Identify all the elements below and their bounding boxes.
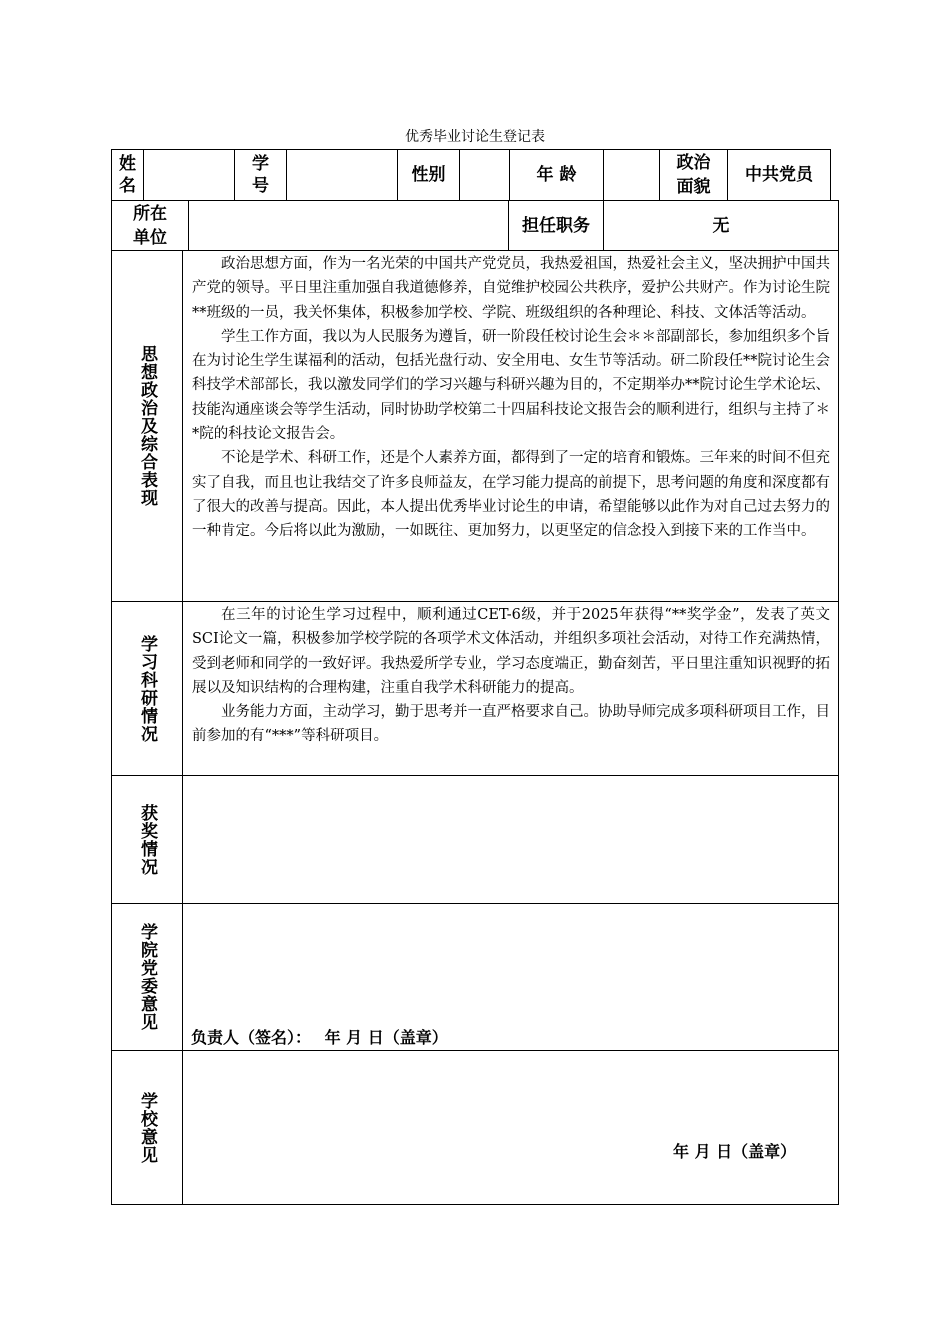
gender-label: 性别 — [397, 149, 460, 201]
political-status-label: 政治 面貌 — [659, 149, 728, 201]
study-paragraph: 在三年的讨论生学习过程中，顺利通过CET-6级，并于2025年获得“**奖学金”，发表了英文SCI论文一篇，积极参加学校学院的各项学术文体活动，并组织多项社会活动，对待工作充满热情，受到老师和同学的一致好评。我热爱所学专业，学习态度端正，勤奋刻苦，平日里注重知识视野的拓展以及知识结构的合理构建，注重自我学术科研能力的提高。 — [192, 607, 830, 696]
name-value[interactable] — [143, 149, 235, 201]
name-label: 姓 名 — [111, 149, 144, 201]
unit-value[interactable] — [188, 200, 509, 251]
gender-value[interactable] — [459, 149, 510, 201]
college-signature-line: 负责人（签名）： 年 月 日（盖章） — [191, 1028, 448, 1047]
political-paragraph: 不论是学术、科研工作，还是个人素养方面，都得到了一定的培育和锻炼。三年来的时间不但充实了自我，而且也让我结交了许多良师益友，在学习能力提高的前提下，思考问题的角度和深度都有了很大的改善与提高。因此，本人提出优秀毕业讨论生的申请，希望能够以此作为对自己过去努力的一种肯定。今后将以此为激励，一如既往、更加努力，以更坚定的信念投入到接下来的工作当中。 — [192, 450, 830, 540]
school-date-line: 年 月 日（盖章） — [673, 1142, 797, 1161]
college-opinion-label: 学院党委意见 — [111, 903, 183, 1051]
age-label: 年 龄 — [509, 149, 604, 201]
age-value[interactable] — [603, 149, 660, 201]
page-title: 优秀毕业讨论生登记表 — [405, 129, 545, 145]
student-id-label: 学 号 — [234, 149, 287, 201]
awards-label: 获奖情况 — [111, 775, 183, 904]
unit-label: 所在 单位 — [111, 200, 189, 251]
political-performance-label: 思想政治及综合表现 — [111, 250, 183, 602]
position-label: 担任职务 — [508, 200, 604, 251]
position-value: 无 — [603, 200, 839, 251]
political-paragraph: 政治思想方面，作为一名光荣的中国共产党党员，我热爱祖国，热爱社会主义，坚决拥护中国共产党的领导。平日里注重加强自我道德修养，自觉维护校园公共秩序，爱护公共财产。作为讨论生院**班级的一员，我关怀集体，积极参加学校、学院、班级组织的各种理论、科技、文体活等活动。 — [192, 256, 830, 321]
study-paragraph: 业务能力方面，主动学习，勤于思考并一直严格要求自己。协助导师完成多项科研项目工作，目前参加的有“***”等科研项目。 — [192, 704, 830, 745]
student-id-value[interactable] — [286, 149, 398, 201]
study-research-label: 学习科研情况 — [111, 601, 183, 776]
political-paragraph: 学生工作方面，我以为人民服务为遵旨，研一阶段任校讨论生会＊＊部副部长，参加组织多个旨在为讨论生学生谋福利的活动，包括光盘行动、安全用电、女生节等活动。研二阶段任**院讨论生会科技学术部部长，我以激发同学们的学习兴趣与科研兴趣为目的，不定期举办**院讨论生学术论坛、技能沟通座谈会等学生活动，同时协助学校第二十四届科技论文报告会的顺利进行，组织与主持了＊*院的科技论文报告会。 — [192, 328, 830, 443]
school-opinion-content[interactable] — [182, 1050, 839, 1205]
political-status-value: 中共党员 — [727, 149, 831, 201]
study-research-content — [182, 601, 839, 776]
school-opinion-label: 学校意见 — [111, 1050, 183, 1205]
political-performance-content — [182, 250, 839, 602]
awards-content[interactable] — [182, 775, 839, 904]
